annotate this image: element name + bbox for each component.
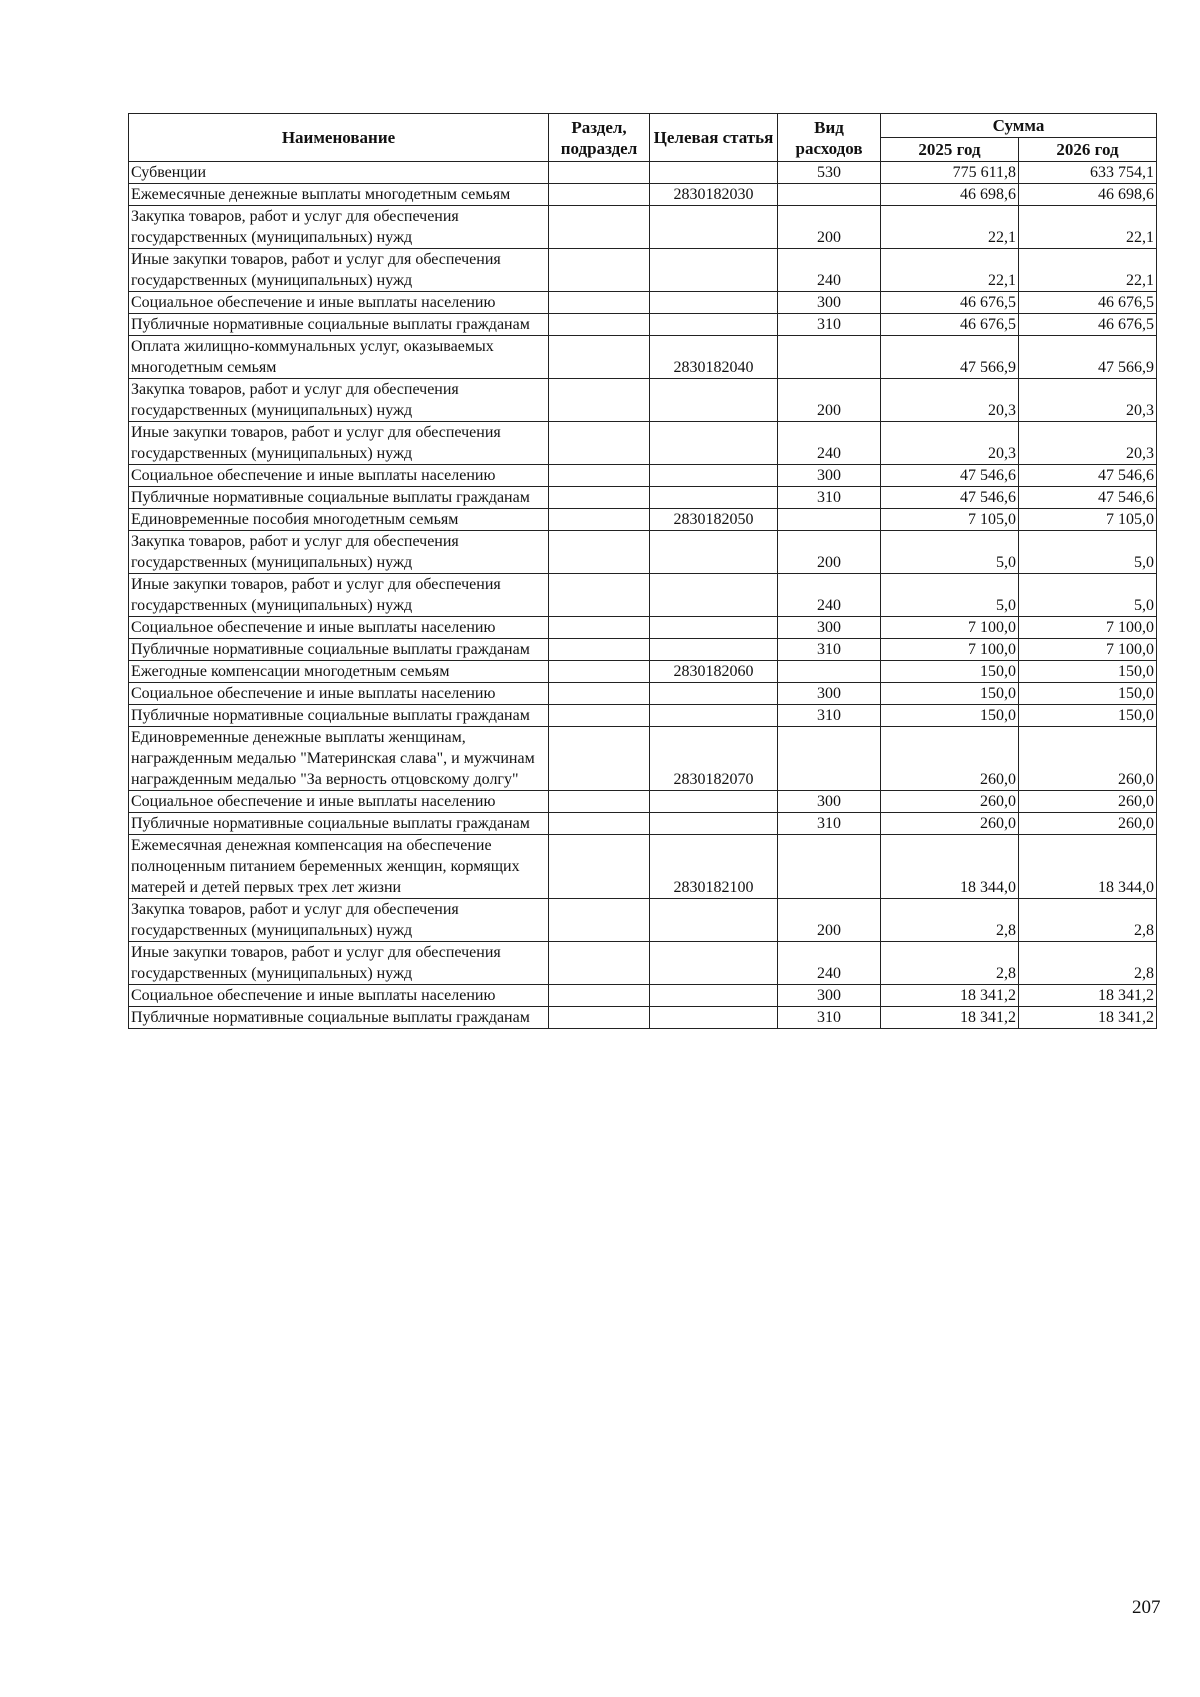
cell-target: 2830182030 — [650, 184, 778, 206]
cell-section — [549, 835, 650, 899]
cell-target — [650, 617, 778, 639]
table-row — [129, 835, 1157, 899]
cell-kind: 310 — [778, 639, 881, 661]
cell-target — [650, 162, 778, 184]
cell-amount-2025: 7 100,0 — [881, 639, 1019, 661]
cell-amount-2025: 20,3 — [881, 379, 1019, 422]
cell-amount-2026: 150,0 — [1019, 661, 1157, 683]
cell-section — [549, 206, 650, 249]
cell-amount-2026: 150,0 — [1019, 683, 1157, 705]
cell-name: Публичные нормативные социальные выплаты гражданам — [129, 314, 549, 336]
cell-name: Оплата жилищно-коммунальных услуг, оказываемых многодетным семьям — [129, 336, 549, 379]
cell-amount-2026: 7 100,0 — [1019, 617, 1157, 639]
table-row — [129, 1007, 1157, 1029]
cell-amount-2025: 775 611,8 — [881, 162, 1019, 184]
cell-amount-2025: 47 546,6 — [881, 465, 1019, 487]
header-target: Целевая статья — [650, 114, 778, 162]
cell-kind — [778, 184, 881, 206]
cell-amount-2025: 22,1 — [881, 249, 1019, 292]
cell-name: Социальное обеспечение и иные выплаты населению — [129, 292, 549, 314]
cell-kind: 240 — [778, 422, 881, 465]
cell-name: Иные закупки товаров, работ и услуг для обеспечения государственных (муниципальных) нужд — [129, 574, 549, 617]
cell-amount-2025: 2,8 — [881, 899, 1019, 942]
cell-target — [650, 639, 778, 661]
cell-name: Социальное обеспечение и иные выплаты населению — [129, 465, 549, 487]
cell-kind: 200 — [778, 379, 881, 422]
cell-kind: 310 — [778, 705, 881, 727]
cell-name: Социальное обеспечение и иные выплаты населению — [129, 683, 549, 705]
cell-kind: 240 — [778, 942, 881, 985]
cell-amount-2025: 260,0 — [881, 727, 1019, 791]
cell-amount-2025: 18 344,0 — [881, 835, 1019, 899]
cell-target — [650, 206, 778, 249]
cell-kind: 200 — [778, 531, 881, 574]
cell-amount-2025: 46 676,5 — [881, 292, 1019, 314]
cell-target — [650, 422, 778, 465]
cell-section — [549, 727, 650, 791]
cell-amount-2025: 46 676,5 — [881, 314, 1019, 336]
cell-target — [650, 531, 778, 574]
table-row — [129, 184, 1157, 206]
cell-amount-2025: 150,0 — [881, 683, 1019, 705]
cell-target: 2830182070 — [650, 727, 778, 791]
cell-section — [549, 184, 650, 206]
table-row — [129, 639, 1157, 661]
table-row — [129, 791, 1157, 813]
cell-kind: 200 — [778, 206, 881, 249]
cell-name: Ежемесячная денежная компенсация на обеспечение полноценным питанием беременных женщин, кормящих матерей и детей первых трех лет жизни — [129, 835, 549, 899]
cell-amount-2026: 2,8 — [1019, 942, 1157, 985]
cell-amount-2026: 18 341,2 — [1019, 1007, 1157, 1029]
cell-kind: 310 — [778, 1007, 881, 1029]
cell-target — [650, 379, 778, 422]
cell-amount-2026: 46 698,6 — [1019, 184, 1157, 206]
table-row — [129, 509, 1157, 531]
cell-amount-2025: 5,0 — [881, 531, 1019, 574]
cell-section — [549, 899, 650, 942]
cell-name: Субвенции — [129, 162, 549, 184]
cell-section — [549, 705, 650, 727]
cell-section — [549, 683, 650, 705]
cell-amount-2025: 150,0 — [881, 661, 1019, 683]
cell-name: Единовременные денежные выплаты женщинам, награжденным медалью "Материнская слава", и мужчинам награжденным медалью "За верность отцовскому долгу" — [129, 727, 549, 791]
header-year-2025: 2025 год — [881, 138, 1019, 162]
cell-amount-2025: 47 546,6 — [881, 487, 1019, 509]
cell-amount-2026: 2,8 — [1019, 899, 1157, 942]
cell-section — [549, 249, 650, 292]
table-row — [129, 249, 1157, 292]
table-row — [129, 683, 1157, 705]
cell-amount-2025: 22,1 — [881, 206, 1019, 249]
table-row — [129, 899, 1157, 942]
cell-amount-2026: 20,3 — [1019, 379, 1157, 422]
cell-kind: 200 — [778, 899, 881, 942]
header-year-2026: 2026 год — [1019, 138, 1157, 162]
cell-name: Закупка товаров, работ и услуг для обеспечения государственных (муниципальных) нужд — [129, 899, 549, 942]
cell-target — [650, 292, 778, 314]
cell-kind — [778, 727, 881, 791]
cell-amount-2025: 7 105,0 — [881, 509, 1019, 531]
cell-name: Закупка товаров, работ и услуг для обеспечения государственных (муниципальных) нужд — [129, 206, 549, 249]
cell-section — [549, 985, 650, 1007]
cell-amount-2025: 260,0 — [881, 791, 1019, 813]
budget-table — [128, 113, 1157, 1029]
cell-amount-2026: 47 546,6 — [1019, 487, 1157, 509]
table-row — [129, 705, 1157, 727]
cell-kind: 300 — [778, 465, 881, 487]
cell-kind — [778, 835, 881, 899]
cell-kind — [778, 509, 881, 531]
cell-name: Публичные нормативные социальные выплаты гражданам — [129, 639, 549, 661]
cell-target: 2830182040 — [650, 336, 778, 379]
table-row — [129, 422, 1157, 465]
cell-section — [549, 617, 650, 639]
table-row — [129, 465, 1157, 487]
cell-name: Закупка товаров, работ и услуг для обеспечения государственных (муниципальных) нужд — [129, 531, 549, 574]
cell-amount-2026: 7 105,0 — [1019, 509, 1157, 531]
cell-section — [549, 487, 650, 509]
cell-section — [549, 531, 650, 574]
cell-section — [549, 942, 650, 985]
table-row — [129, 574, 1157, 617]
cell-target — [650, 985, 778, 1007]
cell-target: 2830182060 — [650, 661, 778, 683]
cell-target — [650, 942, 778, 985]
table-row — [129, 942, 1157, 985]
cell-section — [549, 509, 650, 531]
cell-amount-2026: 47 546,6 — [1019, 465, 1157, 487]
cell-kind: 300 — [778, 617, 881, 639]
cell-target — [650, 791, 778, 813]
cell-section — [549, 379, 650, 422]
table-row — [129, 206, 1157, 249]
cell-target: 2830182100 — [650, 835, 778, 899]
cell-target — [650, 249, 778, 292]
cell-kind: 310 — [778, 813, 881, 835]
cell-amount-2026: 22,1 — [1019, 206, 1157, 249]
cell-amount-2025: 7 100,0 — [881, 617, 1019, 639]
cell-name: Публичные нормативные социальные выплаты гражданам — [129, 1007, 549, 1029]
cell-amount-2026: 5,0 — [1019, 574, 1157, 617]
table-row — [129, 487, 1157, 509]
table-row — [129, 661, 1157, 683]
cell-amount-2025: 18 341,2 — [881, 985, 1019, 1007]
cell-section — [549, 1007, 650, 1029]
cell-section — [549, 292, 650, 314]
cell-target — [650, 314, 778, 336]
cell-name: Публичные нормативные социальные выплаты гражданам — [129, 813, 549, 835]
cell-target — [650, 683, 778, 705]
cell-name: Публичные нормативные социальные выплаты гражданам — [129, 487, 549, 509]
cell-amount-2025: 2,8 — [881, 942, 1019, 985]
table-row — [129, 813, 1157, 835]
cell-target — [650, 813, 778, 835]
header-name: Наименование — [129, 114, 549, 162]
cell-kind: 300 — [778, 985, 881, 1007]
cell-kind: 300 — [778, 292, 881, 314]
cell-target: 2830182050 — [650, 509, 778, 531]
cell-name: Социальное обеспечение и иные выплаты населению — [129, 791, 549, 813]
cell-amount-2025: 5,0 — [881, 574, 1019, 617]
cell-amount-2026: 20,3 — [1019, 422, 1157, 465]
cell-amount-2026: 260,0 — [1019, 727, 1157, 791]
cell-amount-2026: 260,0 — [1019, 813, 1157, 835]
header-kind: Вид расходов — [778, 114, 881, 162]
cell-amount-2026: 46 676,5 — [1019, 314, 1157, 336]
cell-kind: 240 — [778, 574, 881, 617]
table-row — [129, 162, 1157, 184]
cell-amount-2026: 18 341,2 — [1019, 985, 1157, 1007]
cell-name: Ежемесячные денежные выплаты многодетным семьям — [129, 184, 549, 206]
cell-kind: 300 — [778, 791, 881, 813]
cell-section — [549, 791, 650, 813]
cell-section — [549, 813, 650, 835]
cell-amount-2026: 22,1 — [1019, 249, 1157, 292]
cell-target — [650, 487, 778, 509]
cell-name: Иные закупки товаров, работ и услуг для обеспечения государственных (муниципальных) нужд — [129, 249, 549, 292]
cell-kind: 310 — [778, 314, 881, 336]
cell-section — [549, 314, 650, 336]
cell-amount-2026: 47 566,9 — [1019, 336, 1157, 379]
cell-name: Социальное обеспечение и иные выплаты населению — [129, 985, 549, 1007]
cell-amount-2026: 46 676,5 — [1019, 292, 1157, 314]
cell-target — [650, 1007, 778, 1029]
cell-amount-2026: 18 344,0 — [1019, 835, 1157, 899]
cell-amount-2025: 20,3 — [881, 422, 1019, 465]
cell-amount-2025: 260,0 — [881, 813, 1019, 835]
cell-amount-2026: 260,0 — [1019, 791, 1157, 813]
cell-section — [549, 465, 650, 487]
cell-kind — [778, 661, 881, 683]
cell-name: Иные закупки товаров, работ и услуг для обеспечения государственных (муниципальных) нужд — [129, 422, 549, 465]
cell-name: Социальное обеспечение и иные выплаты населению — [129, 617, 549, 639]
table-row — [129, 531, 1157, 574]
header-section: Раздел, подраздел — [549, 114, 650, 162]
cell-amount-2026: 150,0 — [1019, 705, 1157, 727]
cell-amount-2025: 47 566,9 — [881, 336, 1019, 379]
cell-amount-2026: 7 100,0 — [1019, 639, 1157, 661]
table-row — [129, 727, 1157, 791]
page-number: 207 — [1132, 1597, 1161, 1618]
cell-target — [650, 465, 778, 487]
table-row — [129, 617, 1157, 639]
cell-name: Ежегодные компенсации многодетным семьям — [129, 661, 549, 683]
cell-amount-2026: 633 754,1 — [1019, 162, 1157, 184]
cell-section — [549, 661, 650, 683]
cell-name: Иные закупки товаров, работ и услуг для обеспечения государственных (муниципальных) нужд — [129, 942, 549, 985]
cell-name: Единовременные пособия многодетным семьям — [129, 509, 549, 531]
cell-amount-2025: 46 698,6 — [881, 184, 1019, 206]
cell-section — [549, 422, 650, 465]
table-row — [129, 314, 1157, 336]
cell-target — [650, 574, 778, 617]
table-row — [129, 336, 1157, 379]
cell-section — [549, 574, 650, 617]
table-row — [129, 292, 1157, 314]
cell-section — [549, 336, 650, 379]
cell-amount-2026: 5,0 — [1019, 531, 1157, 574]
cell-kind: 530 — [778, 162, 881, 184]
cell-amount-2025: 18 341,2 — [881, 1007, 1019, 1029]
cell-name: Публичные нормативные социальные выплаты гражданам — [129, 705, 549, 727]
header-sum: Сумма — [881, 114, 1157, 138]
cell-name: Закупка товаров, работ и услуг для обеспечения государственных (муниципальных) нужд — [129, 379, 549, 422]
cell-section — [549, 639, 650, 661]
cell-section — [549, 162, 650, 184]
cell-kind: 300 — [778, 683, 881, 705]
table-body — [129, 162, 1157, 1029]
table-header — [129, 114, 1157, 162]
table-row — [129, 379, 1157, 422]
table-row — [129, 985, 1157, 1007]
cell-target — [650, 899, 778, 942]
cell-kind: 310 — [778, 487, 881, 509]
cell-kind: 240 — [778, 249, 881, 292]
cell-target — [650, 705, 778, 727]
cell-kind — [778, 336, 881, 379]
cell-amount-2025: 150,0 — [881, 705, 1019, 727]
